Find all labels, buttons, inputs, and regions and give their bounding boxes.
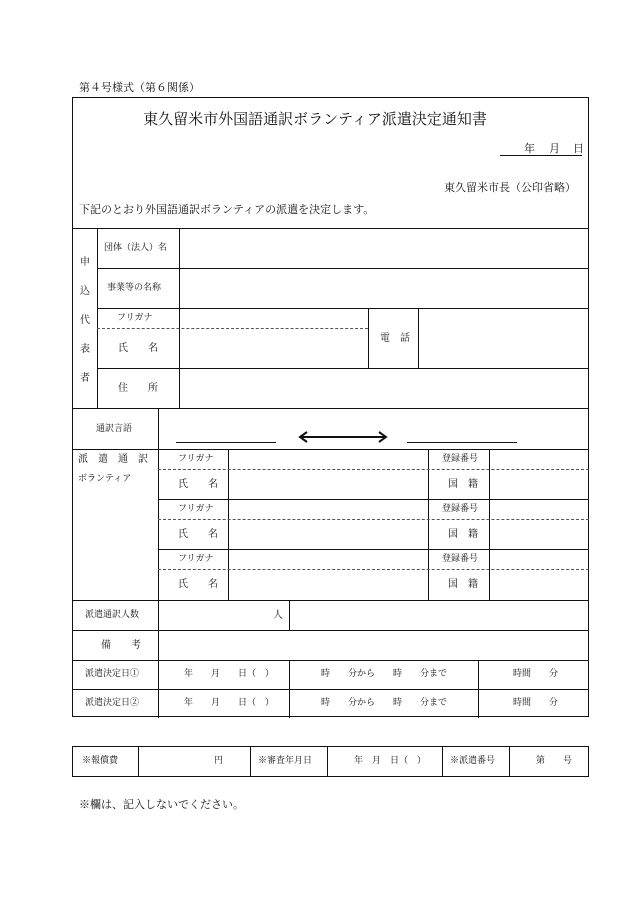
name-label: 氏 名 [118, 343, 158, 354]
date-year: 年 [524, 142, 535, 155]
phone-label: 電 話 [380, 333, 410, 344]
applicant-side-char: 代 [80, 315, 90, 326]
dispatch-date-2-time: 時 分から 時 分まで [321, 698, 448, 708]
vline [228, 449, 229, 600]
volunteer-2-name-field[interactable] [230, 521, 426, 548]
volunteer-3-name-field[interactable] [230, 571, 426, 598]
org-name-field[interactable] [181, 230, 587, 267]
volunteer-furigana-label: フリガナ [178, 454, 214, 464]
volunteer-label: ボランティア [78, 474, 132, 484]
furigana-label: フリガナ [117, 313, 153, 323]
vline [289, 600, 290, 630]
review-date-label: ※審査年月日 [258, 756, 313, 766]
volunteer-nationality-label: 国 籍 [448, 579, 478, 590]
volunteer-1-name-field[interactable] [230, 471, 426, 498]
vline [327, 746, 328, 777]
volunteer-reg-label: 登録番号 [442, 504, 479, 514]
volunteer-nationality-label: 国 籍 [448, 529, 478, 540]
volunteer-divider [158, 569, 589, 570]
language-to-blank[interactable] [407, 428, 517, 443]
form-number-label: 第４号様式（第６関係） [79, 81, 200, 94]
dispatch-date-1-label: 派遣決定日① [85, 669, 140, 679]
vline [158, 408, 159, 718]
remarks-label: 備 考 [101, 640, 141, 651]
volunteer-name-label: 氏 名 [178, 479, 218, 490]
volunteer-reg-label: 登録番号 [442, 454, 479, 464]
dispatch-date-2-date: 年 月 日（ ） [184, 698, 275, 708]
fee-unit: 円 [214, 756, 224, 766]
furigana-divider [97, 328, 368, 329]
issuer: 東久留米市長（公印省略） [444, 181, 576, 194]
hline [72, 600, 589, 601]
office-use-table [72, 746, 589, 777]
vline [250, 746, 251, 777]
vline [368, 308, 369, 368]
language-label: 通訳言語 [96, 424, 133, 434]
dispatch-date-1-time: 時 分から 時 分まで [321, 669, 448, 679]
volunteer-1-furigana-field[interactable] [230, 450, 426, 468]
date-underline [500, 155, 582, 156]
volunteer-2-nationality-field[interactable] [491, 521, 587, 548]
volunteer-3-reg-field[interactable] [491, 550, 587, 568]
dispatch-date-2-duration: 時間 分 [513, 698, 559, 708]
date-day: 日 [573, 142, 584, 155]
phone-field[interactable] [420, 310, 587, 367]
volunteer-1-nationality-field[interactable] [491, 471, 587, 498]
vline [138, 746, 139, 777]
representative-name-field[interactable] [181, 330, 367, 366]
hline [72, 408, 589, 409]
applicant-side-char: 者 [80, 373, 90, 384]
hline [72, 689, 589, 690]
vline [442, 746, 443, 777]
applicant-side-char: 表 [80, 344, 90, 355]
volunteer-3-nationality-field[interactable] [491, 571, 587, 598]
document-title: 東久留米市外国語通訳ボランティア派遣決定通知書 [143, 110, 487, 128]
date-month: 月 [549, 142, 560, 155]
vline [418, 308, 419, 368]
volunteer-name-label: 氏 名 [178, 529, 218, 540]
volunteer-nationality-label: 国 籍 [448, 479, 478, 490]
vline [428, 449, 429, 600]
dispatch-date-2-label: 派遣決定日② [85, 698, 140, 708]
volunteer-furigana-label: フリガナ [178, 554, 214, 564]
vline [489, 449, 490, 600]
volunteer-divider [158, 519, 589, 520]
volunteer-reg-label: 登録番号 [442, 554, 479, 564]
dispatch-date-1-duration: 時間 分 [513, 669, 559, 679]
dispatch-no-label: ※派遣番号 [450, 756, 496, 766]
applicant-side-char: 申 [80, 257, 90, 268]
address-field[interactable] [181, 370, 587, 407]
count-unit: 人 [273, 610, 283, 621]
vline [509, 746, 510, 777]
address-label: 住 所 [118, 383, 158, 394]
vline [179, 228, 180, 408]
volunteer-2-reg-field[interactable] [491, 500, 587, 518]
dispatch-date-1-date: 年 月 日（ ） [184, 669, 275, 679]
language-from-blank[interactable] [176, 428, 276, 443]
business-name-label: 事業等の名称 [107, 283, 162, 293]
hline [72, 660, 589, 661]
business-name-field[interactable] [181, 270, 587, 307]
count-label: 派遣通訳人数 [85, 610, 140, 620]
fee-label: ※報償費 [82, 756, 119, 766]
volunteer-furigana-label: フリガナ [178, 504, 214, 514]
dispatch-no: 第 号 [536, 756, 573, 766]
footnote: ※欄は、記入しないでください。 [79, 798, 244, 811]
volunteer-2-furigana-field[interactable] [230, 500, 426, 518]
volunteer-3-furigana-field[interactable] [230, 550, 426, 568]
intro-text: 下記のとおり外国語通訳ボランティアの派遣を決定します。 [79, 203, 375, 216]
applicant-side-char: 込 [80, 286, 90, 297]
vline [97, 228, 98, 408]
remarks-field[interactable] [160, 632, 587, 658]
volunteer-name-label: 氏 名 [178, 579, 218, 590]
hline [97, 308, 589, 309]
count-field[interactable] [160, 602, 270, 628]
representative-furigana-field[interactable] [181, 310, 367, 327]
volunteer-label: 派 遣 通 訳 [78, 454, 148, 465]
volunteer-1-reg-field[interactable] [491, 450, 587, 468]
two-way-arrow-icon [297, 431, 389, 443]
hline [97, 368, 589, 369]
hline [72, 228, 589, 229]
hline [72, 630, 589, 631]
volunteer-divider [158, 469, 589, 470]
org-name-label: 団体（法人）名 [104, 243, 168, 253]
review-date: 年 月 日（ ） [354, 756, 427, 766]
hline [97, 268, 589, 269]
